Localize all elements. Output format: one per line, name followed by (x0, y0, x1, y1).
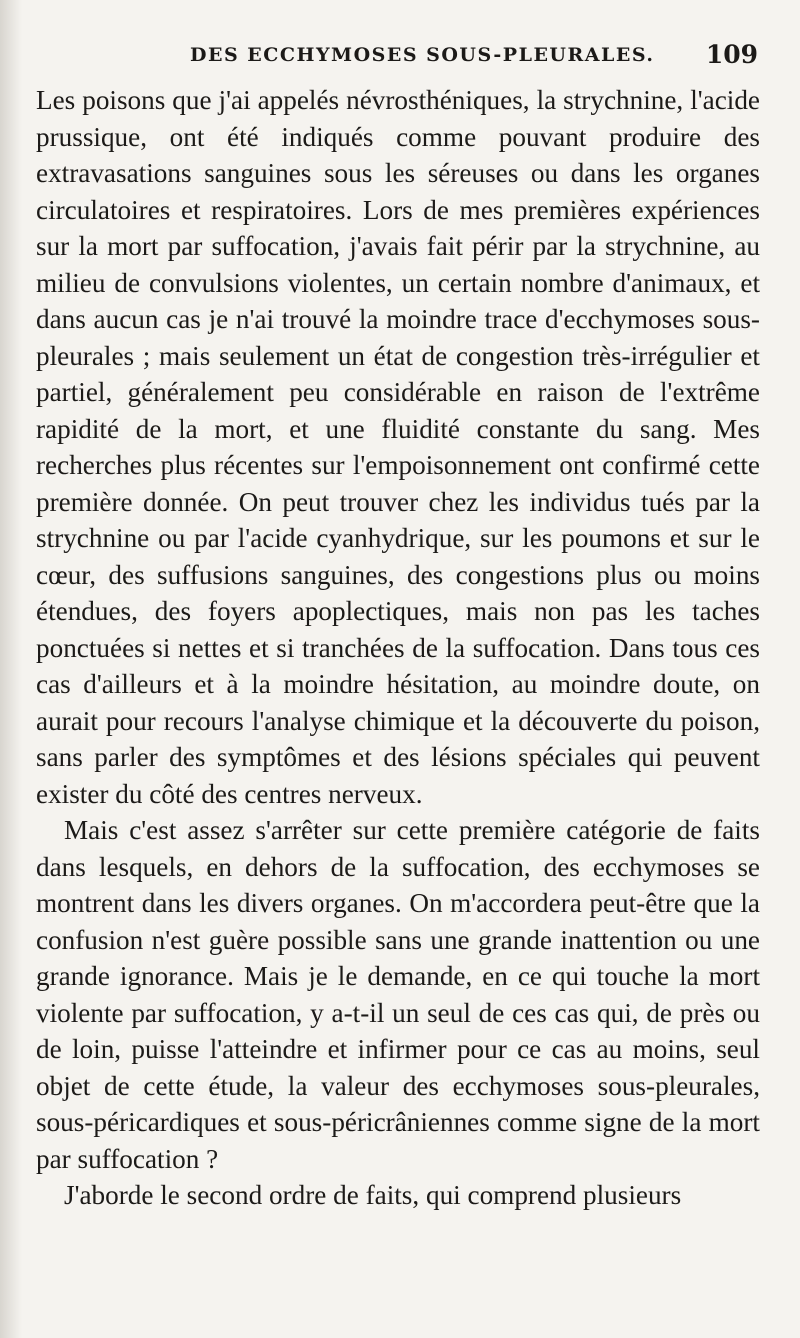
paragraph-1: Les poisons que j'ai appelés névrosthéniques, la strychnine, l'acide prussique, ont été indiqués comme pouvant produire des extravasations sanguines sous les séreuses ou dans les organes circulatoires et respiratoires. Lors de mes premières expériences sur la mort par suffocation, j'avais fait périr par la strychnine, au milieu de convulsions violentes, un certain nombre d'animaux, et dans aucun cas je n'ai trouvé la moindre trace d'ecchymoses sous-pleurales ; mais seulement un état de congestion très-irrégulier et partiel, généralement peu considérable en raison de l'extrême rapidité de la mort, et une fluidité constante du sang. Mes recherches plus récentes sur l'empoisonnement ont confirmé cette première donnée. On peut trouver chez les individus tués par la strychnine ou par l'acide cyanhydrique, sur les poumons et sur le cœur, des suffusions sanguines, des congestions plus ou moins étendues, des foyers apoplectiques, mais non pas les taches ponctuées si nettes et si tranchées de la suffocation. Dans tous ces cas d'ailleurs et à la moindre hésitation, au moindre doute, on aurait pour recours l'analyse chimique et la découverte du poison, sans parler des symptômes et des lésions spéciales qui peuvent exister du côté des centres nerveux. (36, 85, 760, 809)
paragraph-2: Mais c'est assez s'arrêter sur cette première catégorie de faits dans lesquels, en dehors de la suffocation, des ecchymoses se montrent dans les divers organes. On m'accordera peut-être que la confusion n'est guère possible sans une grande inattention ou une grande ignorance. Mais je le demande, en ce qui touche la mort violente par suffocation, y a-t-il un seul de ces cas qui, de près ou de loin, puisse l'atteindre et infirmer pour ce cas au moins, seul objet de cette étude, la valeur des ecchymoses sous-pleurales, sous-péricardiques et sous-péricrâniennes comme signe de la mort par suffocation ? (36, 815, 760, 1174)
running-head (36, 38, 760, 82)
page-number: 109 (705, 40, 758, 69)
running-title: DES ECCHYMOSES SOUS-PLEURALES. (190, 44, 655, 66)
body-text (36, 82, 760, 1214)
gutter-shadow (0, 0, 22, 1338)
paragraph-3: J'aborde le second ordre de faits, qui comprend plusieurs (64, 1180, 682, 1210)
